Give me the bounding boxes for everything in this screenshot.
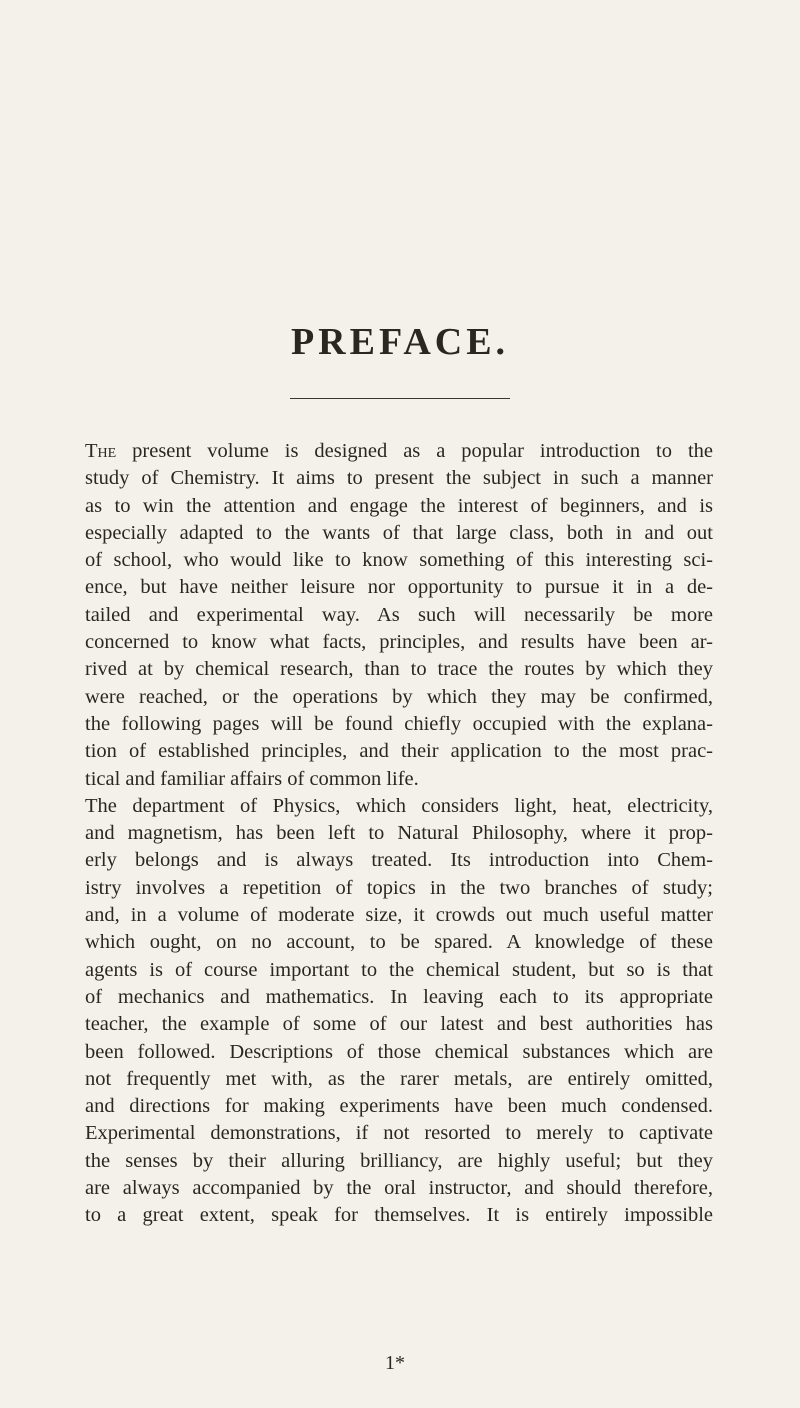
text-line: of school, who would like to know something of this interesting sci-	[85, 549, 713, 572]
text-line: and, in a volume of moderate size, it crowds out much useful matter	[85, 904, 713, 927]
text-line: been followed. Descriptions of those chemical substances which are	[85, 1040, 713, 1063]
text-line: teacher, the example of some of our latest and best authorities has	[85, 1013, 713, 1036]
text-line: and directions for making experiments have been much condensed.	[85, 1095, 713, 1118]
text-line: tailed and experimental way. As such will necessarily be more	[85, 603, 713, 626]
text-line: are always accompanied by the oral instructor, and should therefore,	[85, 1177, 713, 1200]
text-line: concerned to know what facts, principles, and results have been ar-	[85, 631, 713, 654]
title-rule	[290, 398, 510, 399]
text-line: The department of Physics, which considers light, heat, electricity,	[85, 794, 713, 817]
text-line: rived at by chemical research, than to trace the routes by which they	[85, 658, 713, 681]
text-line: especially adapted to the wants of that large class, both in and out	[85, 521, 713, 544]
page-title: PREFACE.	[290, 321, 510, 363]
text-line: the following pages will be found chiefly occupied with the explana-	[85, 712, 713, 735]
signature-mark: 1*	[385, 1352, 405, 1374]
text-line: and magnetism, has been left to Natural Philosophy, where it prop-	[85, 822, 713, 845]
text-line: Experimental demonstrations, if not resorted to merely to captivate	[85, 1122, 713, 1145]
text-line: as to win the attention and engage the interest of beginners, and is	[85, 494, 713, 517]
text-line: agents is of course important to the chemical student, but so is that	[85, 958, 713, 981]
text-line: the senses by their alluring brilliancy, are highly useful; but they	[85, 1149, 713, 1172]
text-line: not frequently met with, as the rarer metals, are entirely omitted,	[85, 1067, 713, 1090]
text-line: tion of established principles, and their application to the most prac-	[85, 740, 713, 763]
text-line: istry involves a repetition of topics in the two branches of study;	[85, 876, 713, 899]
text-line: which ought, on no account, to be spared. A knowledge of these	[85, 931, 713, 954]
first-word: The	[85, 440, 117, 462]
text-line: were reached, or the operations by which they may be confirmed,	[85, 685, 713, 708]
text-line: of mechanics and mathematics. In leaving each to its appropriate	[85, 985, 713, 1008]
text-line: study of Chemistry. It aims to present the subject in such a manner	[85, 467, 713, 490]
text-line: to a great extent, speak for themselves. It is entirely impossible	[85, 1204, 713, 1227]
text-line: erly belongs and is always treated. Its introduction into Chem-	[85, 849, 713, 872]
text-line: tical and familiar affairs of common life.	[85, 767, 419, 790]
preface-body	[85, 438, 713, 1230]
text-line: The present volume is designed as a popular introduction to the	[85, 440, 713, 462]
text-line: ence, but have neither leisure nor opportunity to pursue it in a de-	[85, 576, 713, 599]
